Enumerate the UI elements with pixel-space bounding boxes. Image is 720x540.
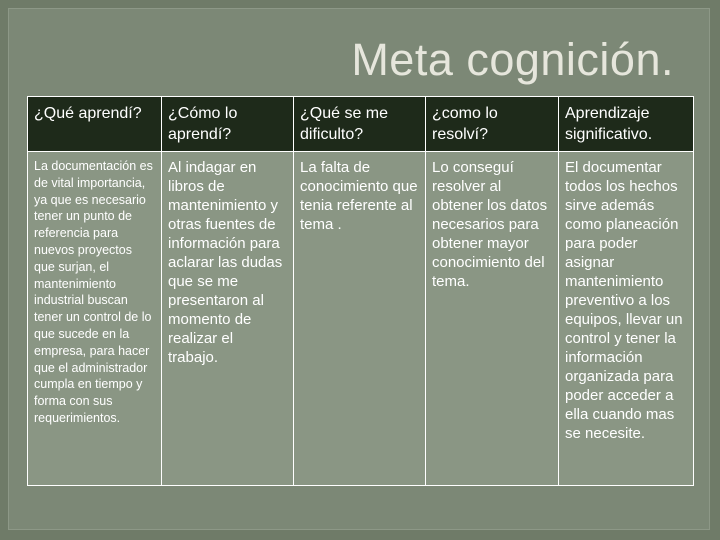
cell-que-se-me-dificulto: La falta de conocimiento que tenia referente al tema . [294, 152, 426, 486]
cell-que-aprendi: La documentación es de vital importancia, ya que es necesario tener un punto de referencia para nuevos proyectos que surjan, el mantenimiento industrial buscan tener un control de lo que sucede en la empresa, para hacer que el administrador cumpla en tiempo y forma con sus requerimientos. [28, 152, 162, 486]
table-row [28, 152, 694, 486]
header-que-aprendi: ¿Qué aprendí? [28, 97, 162, 152]
cell-aprendizaje-significativo: El documentar todos los hechos sirve además como planeación para poder asignar mantenimiento preventivo a los equipos, llevar un control y tener la información organizada para poder acceder a ella cuando mas se necesite. [559, 152, 694, 486]
metacognition-table [27, 96, 694, 486]
header-que-se-me-dificulto: ¿Qué se me dificulto? [294, 97, 426, 152]
table-header-row [28, 97, 694, 152]
slide-title: Meta cognición. [351, 34, 674, 85]
cell-como-lo-aprendi: Al indagar en libros de mantenimiento y otras fuentes de información para aclarar las dudas que se me presentaron al momento de realizar el trabajo. [162, 152, 294, 486]
cell-como-lo-resolvi: Lo conseguí resolver al obtener los datos necesarios para obtener mayor conocimiento del tema. [426, 152, 559, 486]
header-como-lo-resolvi: ¿como lo resolví? [426, 97, 559, 152]
header-como-lo-aprendi: ¿Cómo lo aprendí? [162, 97, 294, 152]
header-aprendizaje-significativo: Aprendizaje significativo. [559, 97, 694, 152]
